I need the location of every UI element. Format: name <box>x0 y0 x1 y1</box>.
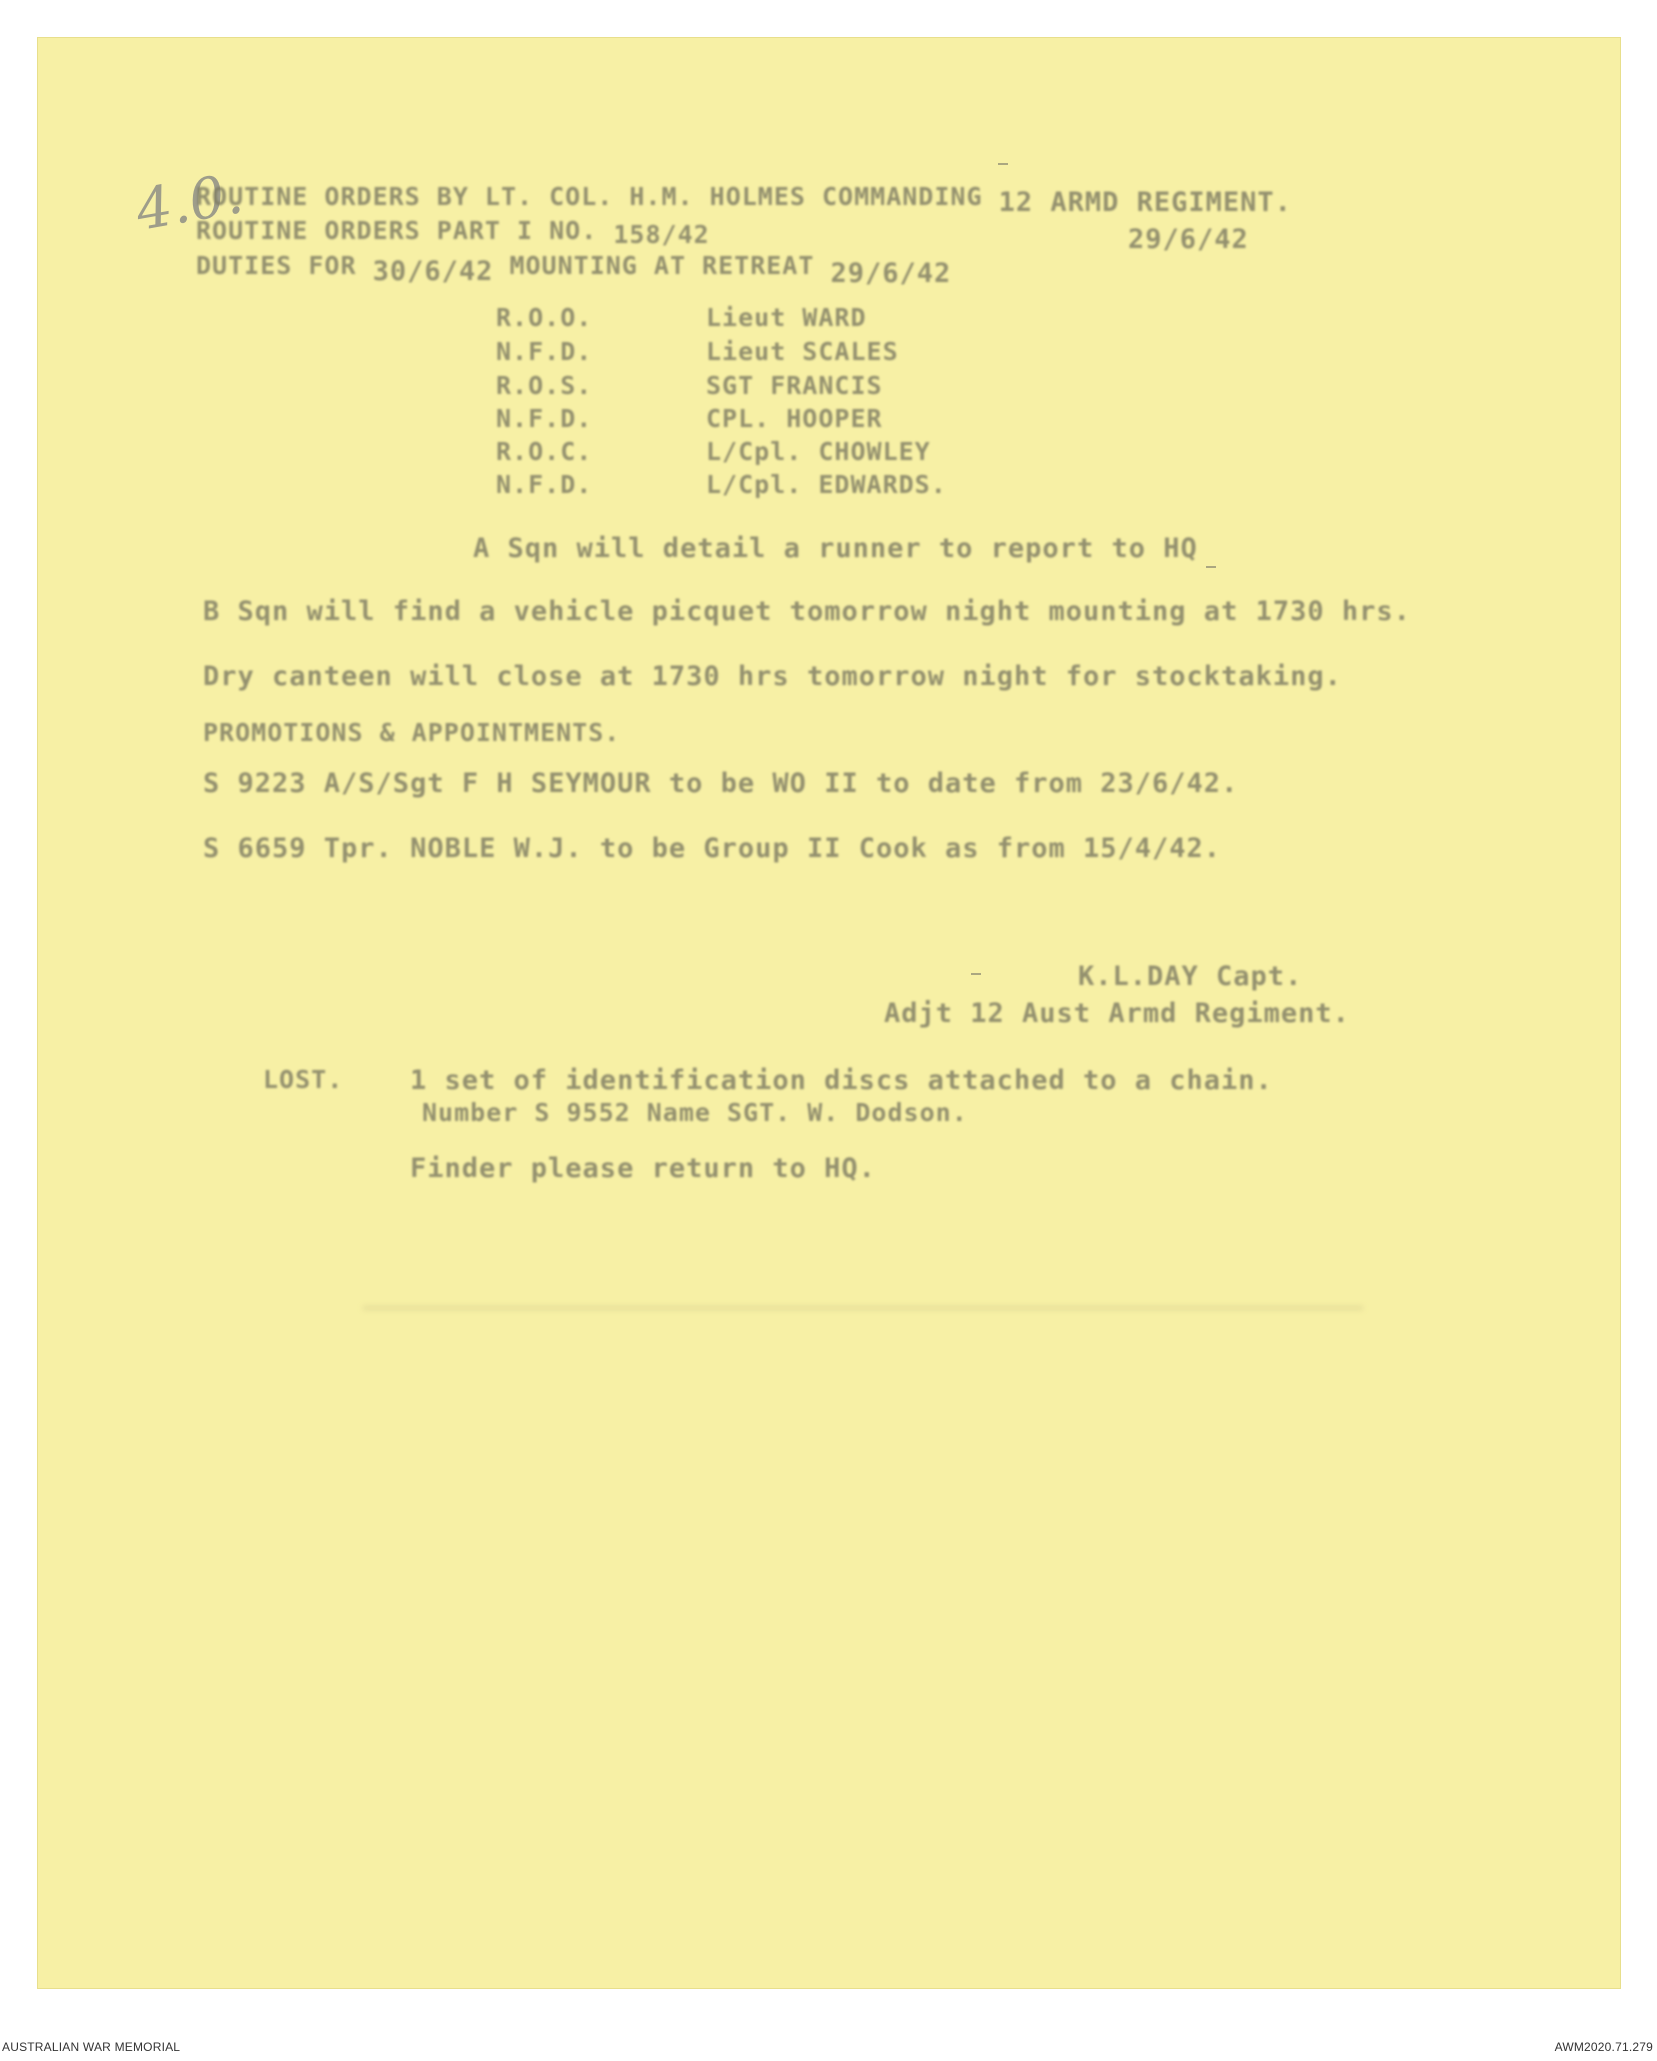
header-line-2 <box>196 216 710 249</box>
lost-line-3: Finder please return to HQ. <box>410 1153 876 1184</box>
header-line-2-left: ROUTINE ORDERS PART I NO. <box>196 216 598 245</box>
header-line-3-right: 29/6/42 <box>830 258 952 289</box>
duty-role: N.F.D. <box>496 404 593 433</box>
lost-line-2: Number S 9552 Name SGT. W. Dodson. <box>422 1098 968 1127</box>
document-page <box>38 38 1620 1988</box>
lost-label: LOST. <box>263 1065 344 1094</box>
header-line-3-date: 30/6/42 <box>372 256 494 287</box>
duty-role: N.F.D. <box>496 337 593 366</box>
header-line-1 <box>196 181 1292 218</box>
header-line-1-left: ROUTINE ORDERS BY LT. COL. H.M. HOLMES COMMANDING <box>196 182 983 211</box>
header-line-1-right: 12 ARMD REGIMENT. <box>998 187 1292 218</box>
header-line-3-left: DUTIES FOR <box>196 251 357 280</box>
duty-role: N.F.D. <box>496 470 593 499</box>
duty-role: R.O.S. <box>496 371 593 400</box>
header-line-2-number: 158/42 <box>613 220 710 249</box>
duty-name: L/Cpl. CHOWLEY <box>706 437 931 466</box>
header-line-3-mid: MOUNTING AT RETREAT <box>509 251 815 280</box>
promotions-heading: PROMOTIONS & APPOINTMENTS. <box>203 718 621 747</box>
duty-name: L/Cpl. EDWARDS. <box>706 470 947 499</box>
duty-name: Lieut SCALES <box>706 337 899 366</box>
lost-line-1: 1 set of identification discs attached to a chain. <box>410 1065 1273 1096</box>
footer-archive-name: AUSTRALIAN WAR MEMORIAL <box>2 2040 181 2054</box>
duty-role: R.O.O. <box>496 303 593 332</box>
duty-role: R.O.C. <box>496 437 593 466</box>
order-picquet: B Sqn will find a vehicle picquet tomorrow night mounting at 1730 hrs. <box>203 596 1411 627</box>
footer-accession-number: AWM2020.71.279 <box>1554 2040 1653 2054</box>
signature-title: Adjt 12 Aust Armd Regiment. <box>884 998 1350 1029</box>
dash-mark <box>1206 566 1216 568</box>
duty-name: SGT FRANCIS <box>706 371 883 400</box>
faint-bleed-through <box>363 1306 1363 1310</box>
signature-name: K.L.DAY Capt. <box>1078 961 1303 992</box>
order-runner: A Sqn will detail a runner to report to HQ <box>473 533 1198 564</box>
promotion-item-1: S 9223 A/S/Sgt F H SEYMOUR to be WO II to date from 23/6/42. <box>203 768 1239 799</box>
dash-mark <box>971 973 981 975</box>
header-date: 29/6/42 <box>1128 224 1249 255</box>
handwritten-note: 4.0. <box>131 161 248 244</box>
promotion-item-2: S 6659 Tpr. NOBLE W.J. to be Group II Cook as from 15/4/42. <box>203 833 1222 864</box>
header-line-3 <box>196 250 952 289</box>
dash-mark <box>998 163 1008 165</box>
duty-name: Lieut WARD <box>706 303 867 332</box>
duty-name: CPL. HOOPER <box>706 404 883 433</box>
order-canteen: Dry canteen will close at 1730 hrs tomorrow night for stocktaking. <box>203 661 1342 692</box>
